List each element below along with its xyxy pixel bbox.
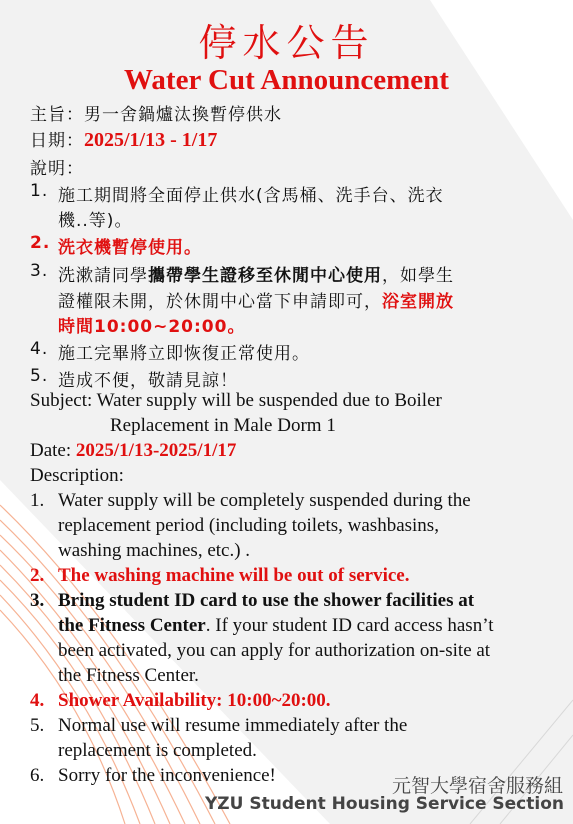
en-description-label: Description: [30, 465, 124, 486]
footer-org-english: YZU Student Housing Service Section [204, 794, 564, 814]
announcement: 停水公告 Water Cut Announcement 主旨：男一舍鍋爐汰換暫停供水 日期：2025/1/13 - 1/17 說明： 1. 施工期間將全面停止供水(含馬桶、洗手台、洗衣 機..等)。 2. 洗衣機暫停使用。 3. 洗漱請同學攜帶學生證移至休閒中心使用，如學生 證權限未開，於休閒中心當下申請即可，浴室開放 時間10:00~20:00。 4. 施工完畢將立即恢復正常使用。 5. 造成不便，敬請見諒！ Subject: Water supply will be suspended due to Boiler Replacement in Male Dorm 1 Date: 2025/1/13-2025/1/17 Description: 1. Water supply will be completely suspended during the replacement period (including toilets, washbasins, washing machines, etc.) . 2. The washing machine will be out of service. 3. Bring student ID card to use the shower facilities at the Fitness Center. If your student ID card access hasn’t been activated, you can apply for authorization on-site at the Fitness Center. 4. Shower Availability: 10:00~20:00. 5. Normal use will resume immediately after the replacement is completed. 6. Sorry for the inconvenience! 元智大學宿舍服務組 YZU Student Housing Service Section [0, 0, 573, 824]
zh-subject-line: 主旨：男一舍鍋爐汰換暫停供水 [30, 105, 282, 125]
en-date: 2025/1/13-2025/1/17 [75, 440, 237, 461]
zh-description-label: 說明： [30, 159, 84, 179]
en-subject-line-2: Replacement in Male Dorm 1 [110, 415, 336, 436]
zh-date: 2025/1/13 - 1/17 [84, 129, 218, 151]
zh-subject: 男一舍鍋爐汰換暫停供水 [84, 105, 282, 125]
title-chinese: 停水公告 [198, 21, 375, 65]
footer-org-chinese: 元智大學宿舍服務組 [391, 775, 563, 797]
en-date-line: Date: 2025/1/13-2025/1/17 [30, 440, 237, 461]
zh-date-line: 日期：2025/1/13 - 1/17 [30, 129, 218, 151]
title-english: Water Cut Announcement [124, 64, 449, 96]
en-subject-line-1: Subject: Water supply will be suspended due to Boiler [30, 390, 442, 411]
